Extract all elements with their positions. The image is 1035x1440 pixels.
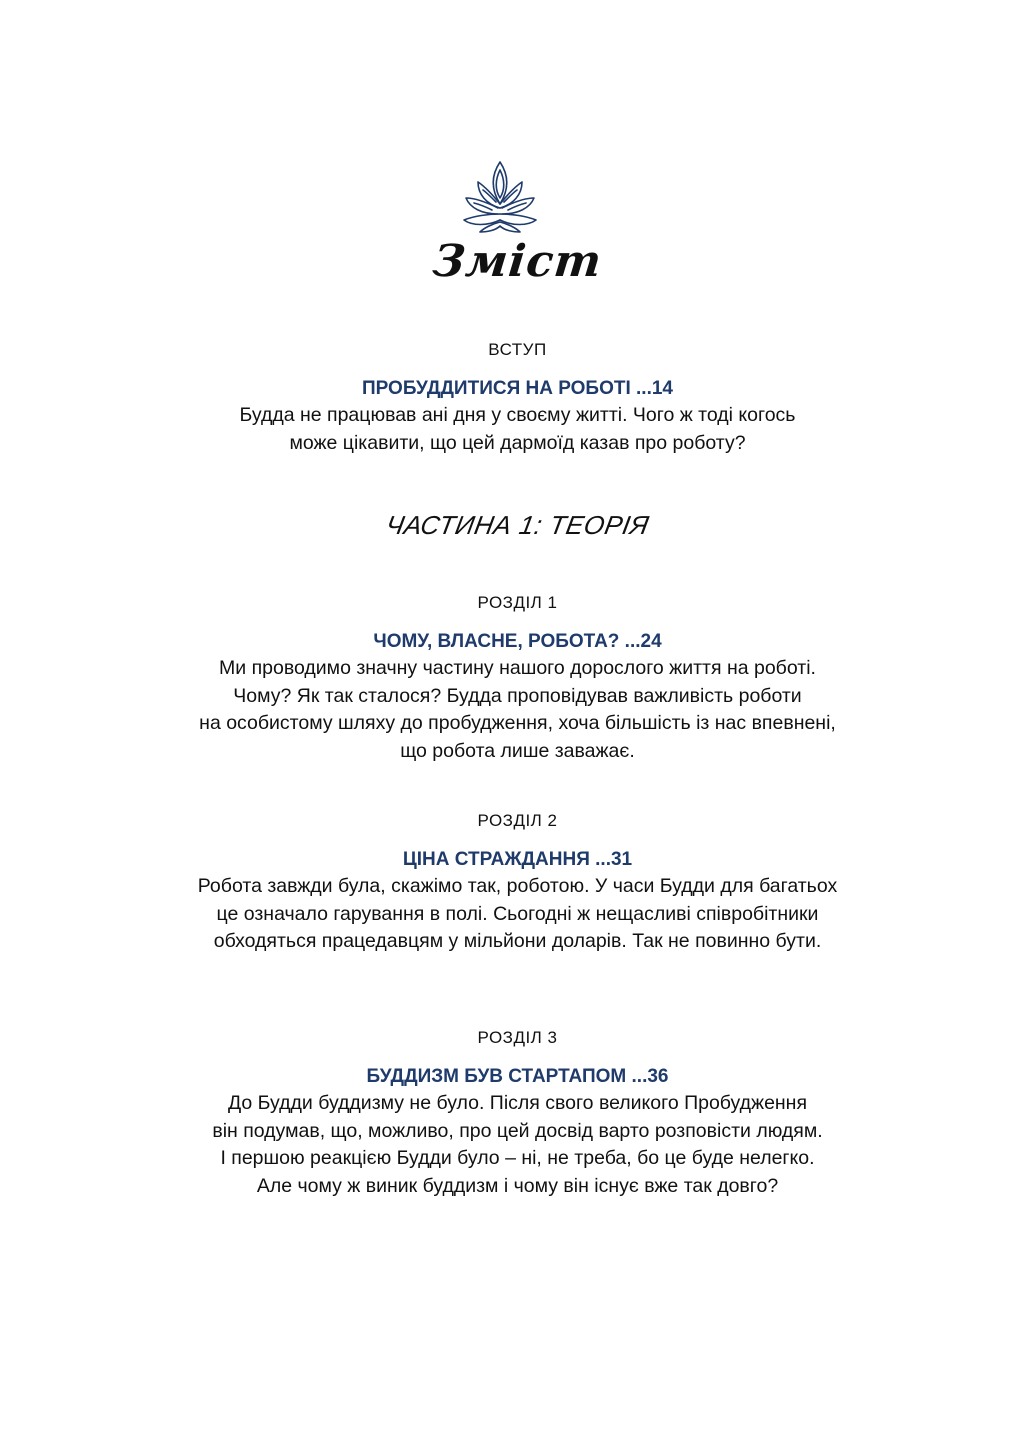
chapter-description	[0, 873, 1035, 956]
intro-line: може цікавити, що цей дармоїд казав про роботу?	[289, 431, 746, 454]
chapter-line: Робота завжди була, скажімо так, роботою. У часи Будди для багатьох	[197, 875, 838, 897]
chapter-3-section	[0, 1028, 1035, 1200]
intro-line: Будда не працював ані дня у своєму житті. Чого ж тоді когось	[239, 404, 796, 426]
chapter-line: Але чому ж виник буддизм і чому він існує вже так довго?	[256, 1174, 779, 1197]
chapter-line: обходяться працедавцям у мільйони доларів. Так не повинно бути.	[213, 930, 822, 952]
chapter-line: І першою реакцією Будди було – ні, не треба, бо це буде нелегко.	[220, 1147, 815, 1169]
chapter-line: він подумав, що, можливо, про цей досвід варто розповісти людям.	[212, 1119, 823, 1142]
chapter-heading: ЧОМУ, ВЛАСНЕ, РОБОТА? ...24	[373, 631, 662, 652]
chapter-line: Чому? Як так сталося? Будда проповідував важливість роботи	[233, 684, 802, 707]
page-title: Зміст	[430, 236, 605, 287]
chapter-line: Ми проводимо значну частину нашого дорослого життя на роботі.	[219, 657, 816, 679]
chapter-line: на особистому шляху до пробудження, хоча більшість із нас впевнені,	[199, 712, 836, 734]
chapter-description	[0, 655, 1035, 765]
chapter-heading: БУДДИЗМ БУВ СТАРТАПОМ ...36	[366, 1066, 669, 1087]
chapter-2-section	[0, 811, 1035, 956]
chapter-line: До Будди буддизму не було. Після свого великого Пробудження	[227, 1092, 808, 1114]
chapter-heading: ЦІНА СТРАЖДАННЯ ...31	[402, 849, 633, 870]
chapter-line: що робота лише заважає.	[400, 739, 635, 762]
intro-section	[0, 340, 1035, 457]
chapter-description	[0, 1090, 1035, 1200]
part-title: ЧАСТИНА 1: ТЕОРІЯ	[383, 510, 652, 540]
chapter-label: РОЗДІЛ 1	[477, 593, 558, 612]
intro-description	[0, 402, 1035, 457]
intro-label: ВСТУП	[488, 340, 547, 359]
chapter-1-section	[0, 593, 1035, 765]
chapter-line: це означало гарування в полі. Сьогодні ж нещасливі співробітники	[216, 902, 819, 925]
lotus-icon	[458, 158, 542, 236]
chapter-label: РОЗДІЛ 2	[477, 811, 558, 830]
intro-heading: ПРОБУДДИТИСЯ НА РОБОТІ ...14	[361, 378, 674, 399]
chapter-label: РОЗДІЛ 3	[477, 1028, 558, 1047]
